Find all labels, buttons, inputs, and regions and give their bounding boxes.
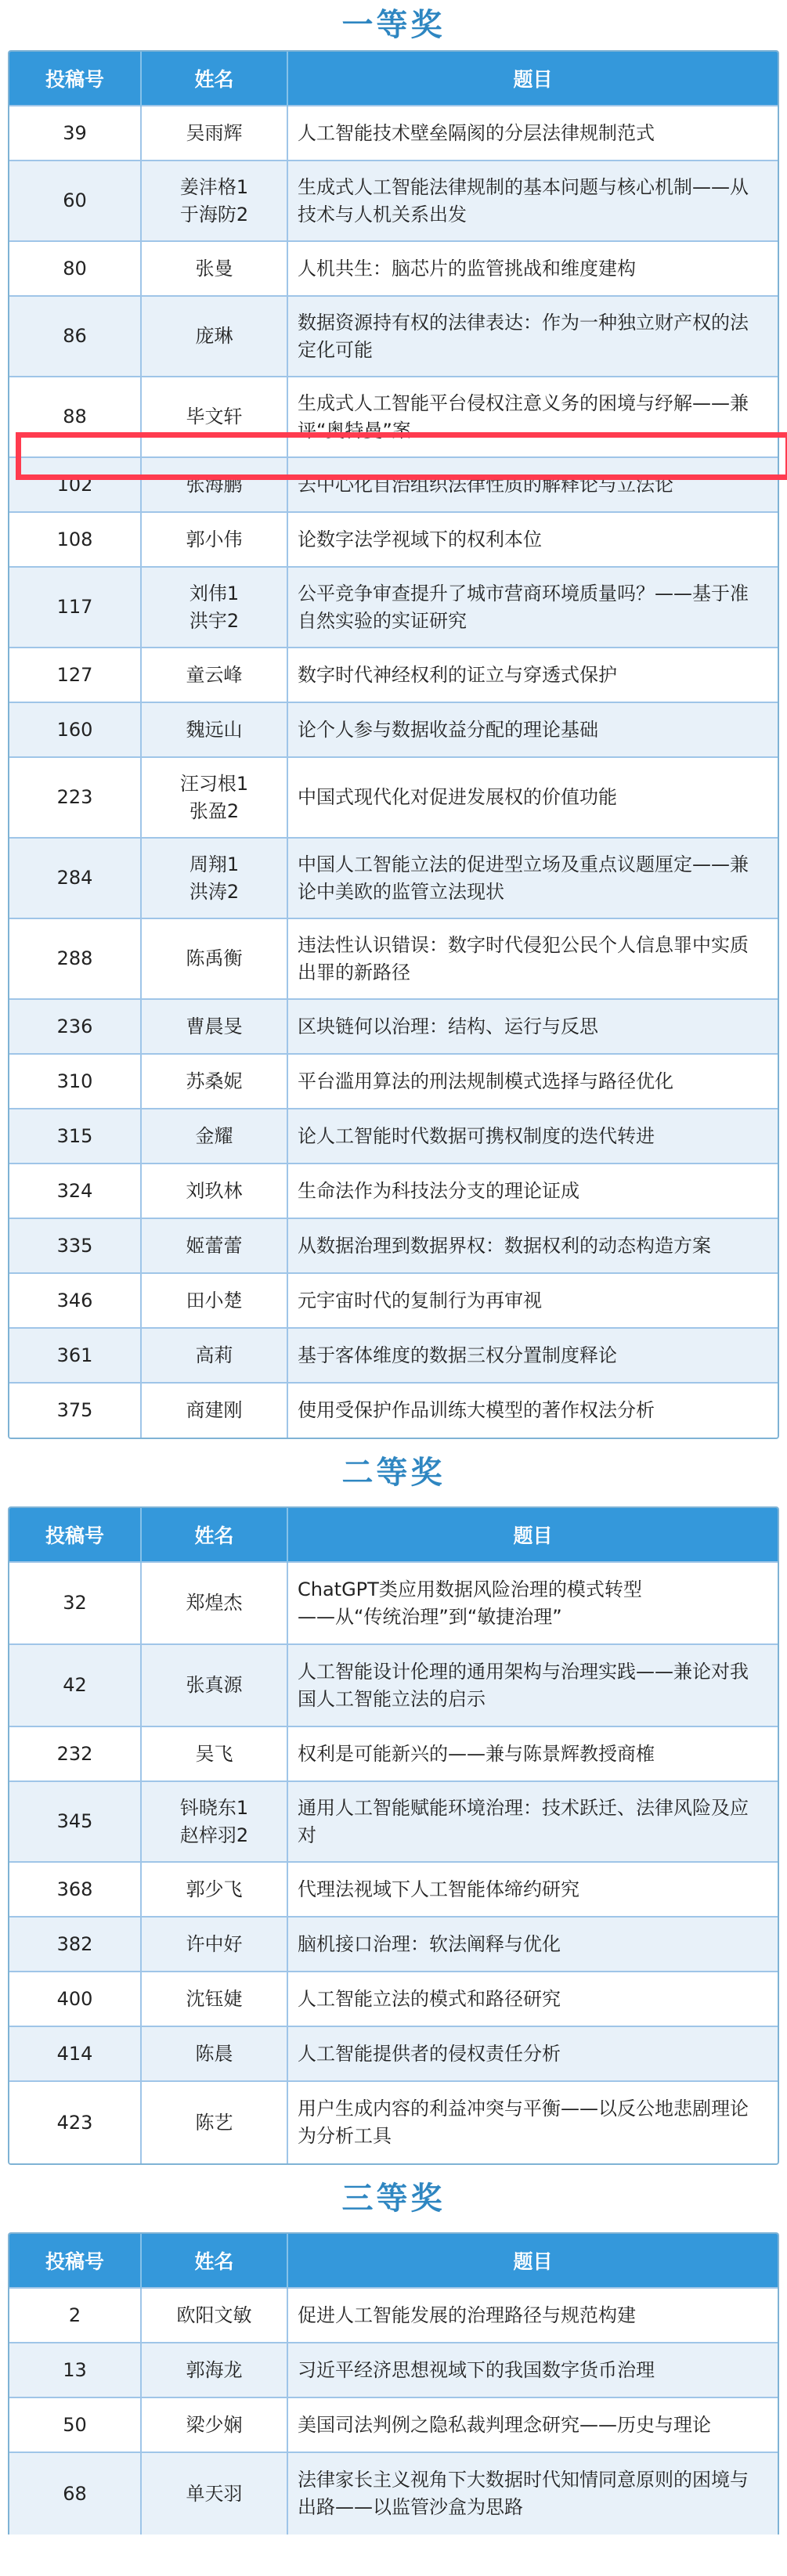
author-name: 姜沣格1 <box>179 175 249 198</box>
table-row <box>9 1644 778 1726</box>
author-names <box>141 2397 287 2452</box>
table-header-row <box>9 1508 778 1562</box>
paper-title: 违法性认识错误：数字时代侵犯公民个人信息罪中实质出罪的新路径 <box>287 918 778 999</box>
submission-number: 60 <box>9 161 141 241</box>
paper-title: 生成式人工智能平台侵权注意义务的困境与纾解——兼评“奥特曼”案 <box>287 377 778 457</box>
paper-title: 基于客体维度的数据三权分置制度释论 <box>287 1328 778 1383</box>
award-table-frame <box>8 1506 779 2165</box>
paper-title: 元宇宙时代的复制行为再审视 <box>287 1273 778 1328</box>
submission-number: 80 <box>9 241 141 296</box>
table-row <box>9 702 778 757</box>
table-row <box>9 2397 778 2452</box>
author-names <box>141 1328 287 1383</box>
paper-title: 促进人工智能发展的治理路径与规范构建 <box>287 2288 778 2343</box>
author-name: 苏桑妮 <box>186 1070 243 1092</box>
author-name: 毕文轩 <box>186 406 243 428</box>
author-name: 洪宇2 <box>189 609 240 632</box>
section-title: 二等奖 <box>341 1455 446 1491</box>
author-name: 单天羽 <box>186 2482 243 2505</box>
table-row <box>9 999 778 1054</box>
table-row <box>9 1862 778 1917</box>
paper-title: 中国式现代化对促进发展权的价值功能 <box>287 757 778 838</box>
submission-number: 361 <box>9 1328 141 1383</box>
submission-number: 382 <box>9 1917 141 1972</box>
header-name: 姓名 <box>141 1508 287 1562</box>
paper-title: 论人工智能时代数据可携权制度的迭代转进 <box>287 1109 778 1164</box>
table-row <box>9 648 778 702</box>
author-names <box>141 702 287 757</box>
author-names <box>141 512 287 567</box>
header-no: 投稿号 <box>9 1508 141 1562</box>
author-names <box>141 567 287 648</box>
submission-number: 223 <box>9 757 141 838</box>
author-names <box>141 1273 287 1328</box>
author-name: 张曼 <box>195 257 233 280</box>
author-name: 曹晨旻 <box>186 1015 243 1037</box>
header-title: 题目 <box>287 52 778 106</box>
author-names <box>141 377 287 457</box>
submission-number: 68 <box>9 2452 141 2535</box>
table-row <box>9 2081 778 2163</box>
table-row <box>9 296 778 377</box>
table-row <box>9 918 778 999</box>
author-names <box>141 918 287 999</box>
author-names <box>141 2081 287 2163</box>
table-body <box>9 2288 778 2535</box>
paper-title: 人工智能设计伦理的通用架构与治理实践——兼论对我国人工智能立法的启示 <box>287 1644 778 1726</box>
submission-number: 88 <box>9 377 141 457</box>
author-names <box>141 1972 287 2026</box>
section-first-prize <box>8 0 779 1439</box>
table-row <box>9 1726 778 1781</box>
table-header-row <box>9 2234 778 2288</box>
table-row <box>9 757 778 838</box>
award-table <box>9 2234 778 2535</box>
author-name: 金耀 <box>195 1124 233 1147</box>
submission-number: 160 <box>9 702 141 757</box>
paper-title: 生命法作为科技法分支的理论证成 <box>287 1164 778 1218</box>
author-name: 张盈2 <box>189 799 240 822</box>
table-row <box>9 1972 778 2026</box>
submission-number: 346 <box>9 1273 141 1328</box>
submission-number: 117 <box>9 567 141 648</box>
paper-title: 人工智能技术壁垒隔阂的分层法律规制范式 <box>287 106 778 161</box>
header-no: 投稿号 <box>9 52 141 106</box>
table-header-row <box>9 52 778 106</box>
submission-number: 414 <box>9 2026 141 2081</box>
author-names <box>141 1054 287 1109</box>
table-row <box>9 2452 778 2535</box>
award-table-frame <box>8 50 779 1439</box>
paper-title: 使用受保护作品训练大模型的著作权法分析 <box>287 1383 778 1438</box>
author-names <box>141 1562 287 1644</box>
submission-number: 288 <box>9 918 141 999</box>
table-body <box>9 1562 778 2163</box>
paper-title: 中国人工智能立法的促进型立场及重点议题厘定——兼论中美欧的监管立法现状 <box>287 838 778 918</box>
paper-title: 代理法视域下人工智能体缔约研究 <box>287 1862 778 1917</box>
table-row <box>9 512 778 567</box>
author-names <box>141 999 287 1054</box>
author-names <box>141 1781 287 1862</box>
table-row <box>9 1781 778 1862</box>
author-name: 梁少娴 <box>186 2413 243 2436</box>
author-names <box>141 241 287 296</box>
table-row <box>9 2343 778 2397</box>
paper-title: 人工智能提供者的侵权责任分析 <box>287 2026 778 2081</box>
table-body <box>9 106 778 1438</box>
submission-number: 127 <box>9 648 141 702</box>
submission-number: 324 <box>9 1164 141 1218</box>
author-names <box>141 296 287 377</box>
author-names <box>141 2452 287 2535</box>
submission-number: 42 <box>9 1644 141 1726</box>
header-title: 题目 <box>287 1508 778 1562</box>
paper-title: 从数据治理到数据界权：数据权利的动态构造方案 <box>287 1218 778 1273</box>
author-name: 田小楚 <box>186 1289 243 1311</box>
author-name: 郭少飞 <box>186 1878 243 1900</box>
author-name: 周翔1 <box>189 853 240 875</box>
author-name: 郭小伟 <box>186 528 243 550</box>
table-row <box>9 838 778 918</box>
paper-title: 论个人参与数据收益分配的理论基础 <box>287 702 778 757</box>
author-names <box>141 1164 287 1218</box>
paper-title: 平台滥用算法的刑法规制模式选择与路径优化 <box>287 1054 778 1109</box>
paper-title: 通用人工智能赋能环境治理：技术跃迁、法律风险及应对 <box>287 1781 778 1862</box>
author-names <box>141 1383 287 1438</box>
submission-number: 400 <box>9 1972 141 2026</box>
section-title: 一等奖 <box>341 7 446 43</box>
paper-title: 习近平经济思想视域下的我国数字货币治理 <box>287 2343 778 2397</box>
section-title: 三等奖 <box>341 2181 446 2217</box>
table-row <box>9 1164 778 1218</box>
paper-title: ChatGPT类应用数据风险治理的模式转型 ——从“传统治理”到“敏捷治理” <box>287 1562 778 1644</box>
paper-title: 区块链何以治理：结构、运行与反思 <box>287 999 778 1054</box>
table-row <box>9 1273 778 1328</box>
table-row <box>9 241 778 296</box>
table-row <box>9 1109 778 1164</box>
author-name: 吴飞 <box>195 1742 233 1765</box>
author-names <box>141 1917 287 1972</box>
author-names <box>141 1218 287 1273</box>
submission-number: 368 <box>9 1862 141 1917</box>
paper-title: 去中心化自治组织法律性质的解释论与立法论 <box>287 457 778 512</box>
submission-number: 86 <box>9 296 141 377</box>
table-row <box>9 1562 778 1644</box>
author-names <box>141 1109 287 1164</box>
submission-number: 236 <box>9 999 141 1054</box>
submission-number: 345 <box>9 1781 141 1862</box>
submission-number: 108 <box>9 512 141 567</box>
award-table-frame <box>8 2232 779 2535</box>
submission-number: 284 <box>9 838 141 918</box>
author-names <box>141 106 287 161</box>
submission-number: 102 <box>9 457 141 512</box>
author-names <box>141 1862 287 1917</box>
author-name: 郭海龙 <box>186 2358 243 2381</box>
paper-title: 论数字法学视域下的权利本位 <box>287 512 778 567</box>
submission-number: 13 <box>9 2343 141 2397</box>
author-names <box>141 2343 287 2397</box>
submission-number: 423 <box>9 2081 141 2163</box>
table-row <box>9 161 778 241</box>
author-name: 陈禹衡 <box>186 947 243 969</box>
author-name: 于海防2 <box>179 203 249 225</box>
submission-number: 2 <box>9 2288 141 2343</box>
author-names <box>141 2288 287 2343</box>
table-row <box>9 377 778 457</box>
author-name: 许中好 <box>186 1932 243 1955</box>
table-row <box>9 1917 778 1972</box>
paper-title: 法律家长主义视角下大数据时代知情同意原则的困境与出路——以监管沙盒为思路 <box>287 2452 778 2535</box>
submission-number: 335 <box>9 1218 141 1273</box>
author-names <box>141 457 287 512</box>
table-row <box>9 106 778 161</box>
table-row <box>9 567 778 648</box>
table-row <box>9 1218 778 1273</box>
header-title: 题目 <box>287 2234 778 2288</box>
paper-title: 公平竞争审查提升了城市营商环境质量吗？——基于准自然实验的实证研究 <box>287 567 778 648</box>
paper-title: 权利是可能新兴的——兼与陈景辉教授商榷 <box>287 1726 778 1781</box>
table-row <box>9 1054 778 1109</box>
paper-title: 数据资源持有权的法律表达：作为一种独立财产权的法定化可能 <box>287 296 778 377</box>
author-name: 姬蕾蕾 <box>186 1234 243 1257</box>
table-row <box>9 1328 778 1383</box>
submission-number: 32 <box>9 1562 141 1644</box>
author-name: 刘玖林 <box>186 1179 243 1202</box>
paper-title: 生成式人工智能法律规制的基本问题与核心机制——从技术与人机关系出发 <box>287 161 778 241</box>
author-name: 庞琳 <box>195 325 233 347</box>
submission-number: 232 <box>9 1726 141 1781</box>
table-row <box>9 2026 778 2081</box>
submission-number: 50 <box>9 2397 141 2452</box>
header-no: 投稿号 <box>9 2234 141 2288</box>
author-name: 陈晨 <box>195 2042 233 2065</box>
author-name: 高莉 <box>195 1344 233 1366</box>
award-table <box>9 1508 778 2163</box>
author-name: 欧阳文敏 <box>176 2304 252 2326</box>
header-name: 姓名 <box>141 52 287 106</box>
header-name: 姓名 <box>141 2234 287 2288</box>
author-name: 吴雨辉 <box>186 121 243 144</box>
author-name: 张海鹏 <box>186 473 243 496</box>
author-name: 洪涛2 <box>189 880 240 903</box>
paper-title: 脑机接口治理：软法阐释与优化 <box>287 1917 778 1972</box>
submission-number: 39 <box>9 106 141 161</box>
author-name: 赵梓羽2 <box>179 1824 249 1846</box>
section-third-prize <box>8 2165 779 2535</box>
author-names <box>141 838 287 918</box>
author-name: 陈艺 <box>195 2111 233 2134</box>
author-names <box>141 757 287 838</box>
author-names <box>141 161 287 241</box>
author-names <box>141 648 287 702</box>
paper-title: 美国司法判例之隐私裁判理念研究——历史与理论 <box>287 2397 778 2452</box>
author-names <box>141 1644 287 1726</box>
award-table <box>9 52 778 1438</box>
table-row <box>9 1383 778 1438</box>
table-row <box>9 457 778 512</box>
submission-number: 375 <box>9 1383 141 1438</box>
table-row <box>9 2288 778 2343</box>
author-name: 沈钰婕 <box>186 1987 243 2010</box>
author-name: 童云峰 <box>186 663 243 686</box>
author-name: 汪习根1 <box>179 772 249 795</box>
author-name: 魏远山 <box>186 718 243 741</box>
paper-title: 人机共生：脑芯片的监管挑战和维度建构 <box>287 241 778 296</box>
paper-title: 数字时代神经权利的证立与穿透式保护 <box>287 648 778 702</box>
author-name: 钭晓东1 <box>179 1796 249 1819</box>
submission-number: 310 <box>9 1054 141 1109</box>
author-name: 张真源 <box>186 1674 243 1696</box>
author-names <box>141 1726 287 1781</box>
author-name: 商建刚 <box>186 1399 243 1421</box>
paper-title: 人工智能立法的模式和路径研究 <box>287 1972 778 2026</box>
submission-number: 315 <box>9 1109 141 1164</box>
paper-title: 用户生成内容的利益冲突与平衡——以反公地悲剧理论为分析工具 <box>287 2081 778 2163</box>
author-names <box>141 2026 287 2081</box>
author-name: 郑煌杰 <box>186 1592 243 1614</box>
section-second-prize <box>8 1439 779 2165</box>
author-name: 刘伟1 <box>189 582 240 604</box>
